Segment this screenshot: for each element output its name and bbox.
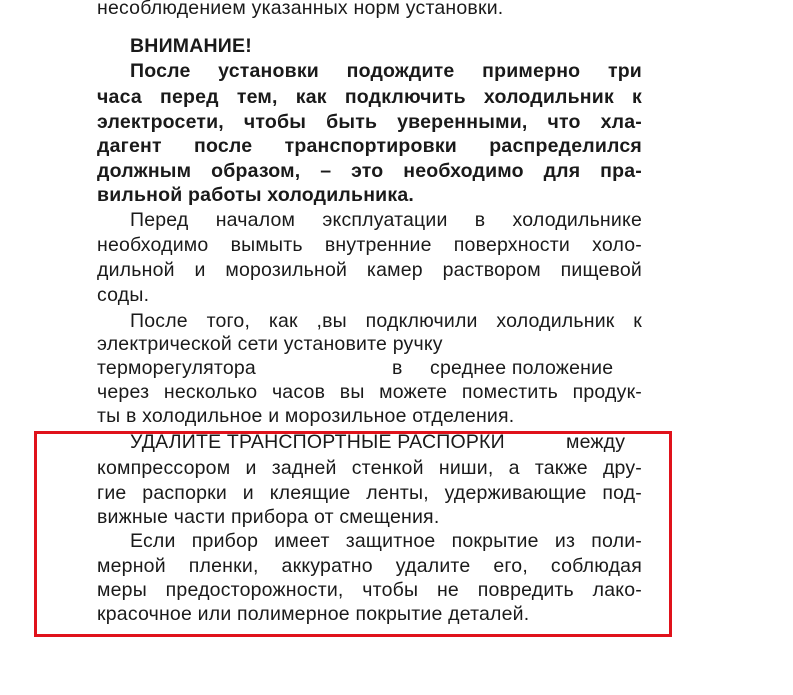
warning-line: должным образом, – это необходимо для пра- bbox=[97, 160, 642, 182]
spacers-line: гие распорки и клеящие ленты, удерживающие под- bbox=[97, 482, 642, 504]
wash-line: необходимо вымыть внутренние поверхности холо- bbox=[97, 234, 642, 256]
connect-line: через несколько часов вы можете поместить продук- bbox=[97, 381, 642, 403]
warning-line: дагент после транспортировки распределился bbox=[97, 135, 642, 157]
wash-line: дильной и морозильной камер раствором пищевой bbox=[97, 259, 642, 281]
text-line: несоблюдением указанных норм установки. bbox=[97, 0, 504, 19]
connect-line-in: в bbox=[392, 357, 403, 379]
spacers-rest: между bbox=[566, 431, 626, 453]
connect-line-middle-position: среднее положение bbox=[430, 357, 614, 379]
connect-line: После того, как ,вы подключили холодильник к bbox=[130, 310, 642, 332]
film-line: меры предосторожности, чтобы не повредить лако- bbox=[97, 579, 642, 601]
connect-line: электрической сети установите ручку bbox=[97, 333, 443, 355]
warning-line: часа перед тем, как подключить холодильник к bbox=[97, 86, 642, 108]
spacers-caps: УДАЛИТЕ ТРАНСПОРТНЫЕ РАСПОРКИ bbox=[130, 431, 505, 453]
warning-line: вильной работы холодильника. bbox=[97, 184, 414, 206]
warning-line: После установки подождите примерно три bbox=[130, 60, 642, 82]
film-line: мерной пленки, аккуратно удалите его, соблюдая bbox=[97, 555, 642, 577]
connect-line: ты в холодильное и морозильное отделения. bbox=[97, 405, 515, 427]
film-line: красочное или полимерное покрытие деталей. bbox=[97, 603, 530, 625]
spacers-line: вижные части прибора от смещения. bbox=[97, 506, 440, 528]
wash-line: соды. bbox=[97, 284, 150, 306]
warning-line: электросети, чтобы быть уверенными, что хла- bbox=[97, 111, 642, 133]
wash-line: Перед началом эксплуатации в холодильнике bbox=[130, 209, 642, 231]
warning-heading: ВНИМАНИЕ! bbox=[130, 35, 252, 57]
spacers-line: компрессором и задней стенкой ниши, а также дру- bbox=[97, 457, 642, 479]
connect-line-thermostat: терморегулятора bbox=[97, 357, 256, 379]
film-line: Если прибор имеет защитное покрытие из поли- bbox=[130, 530, 642, 552]
